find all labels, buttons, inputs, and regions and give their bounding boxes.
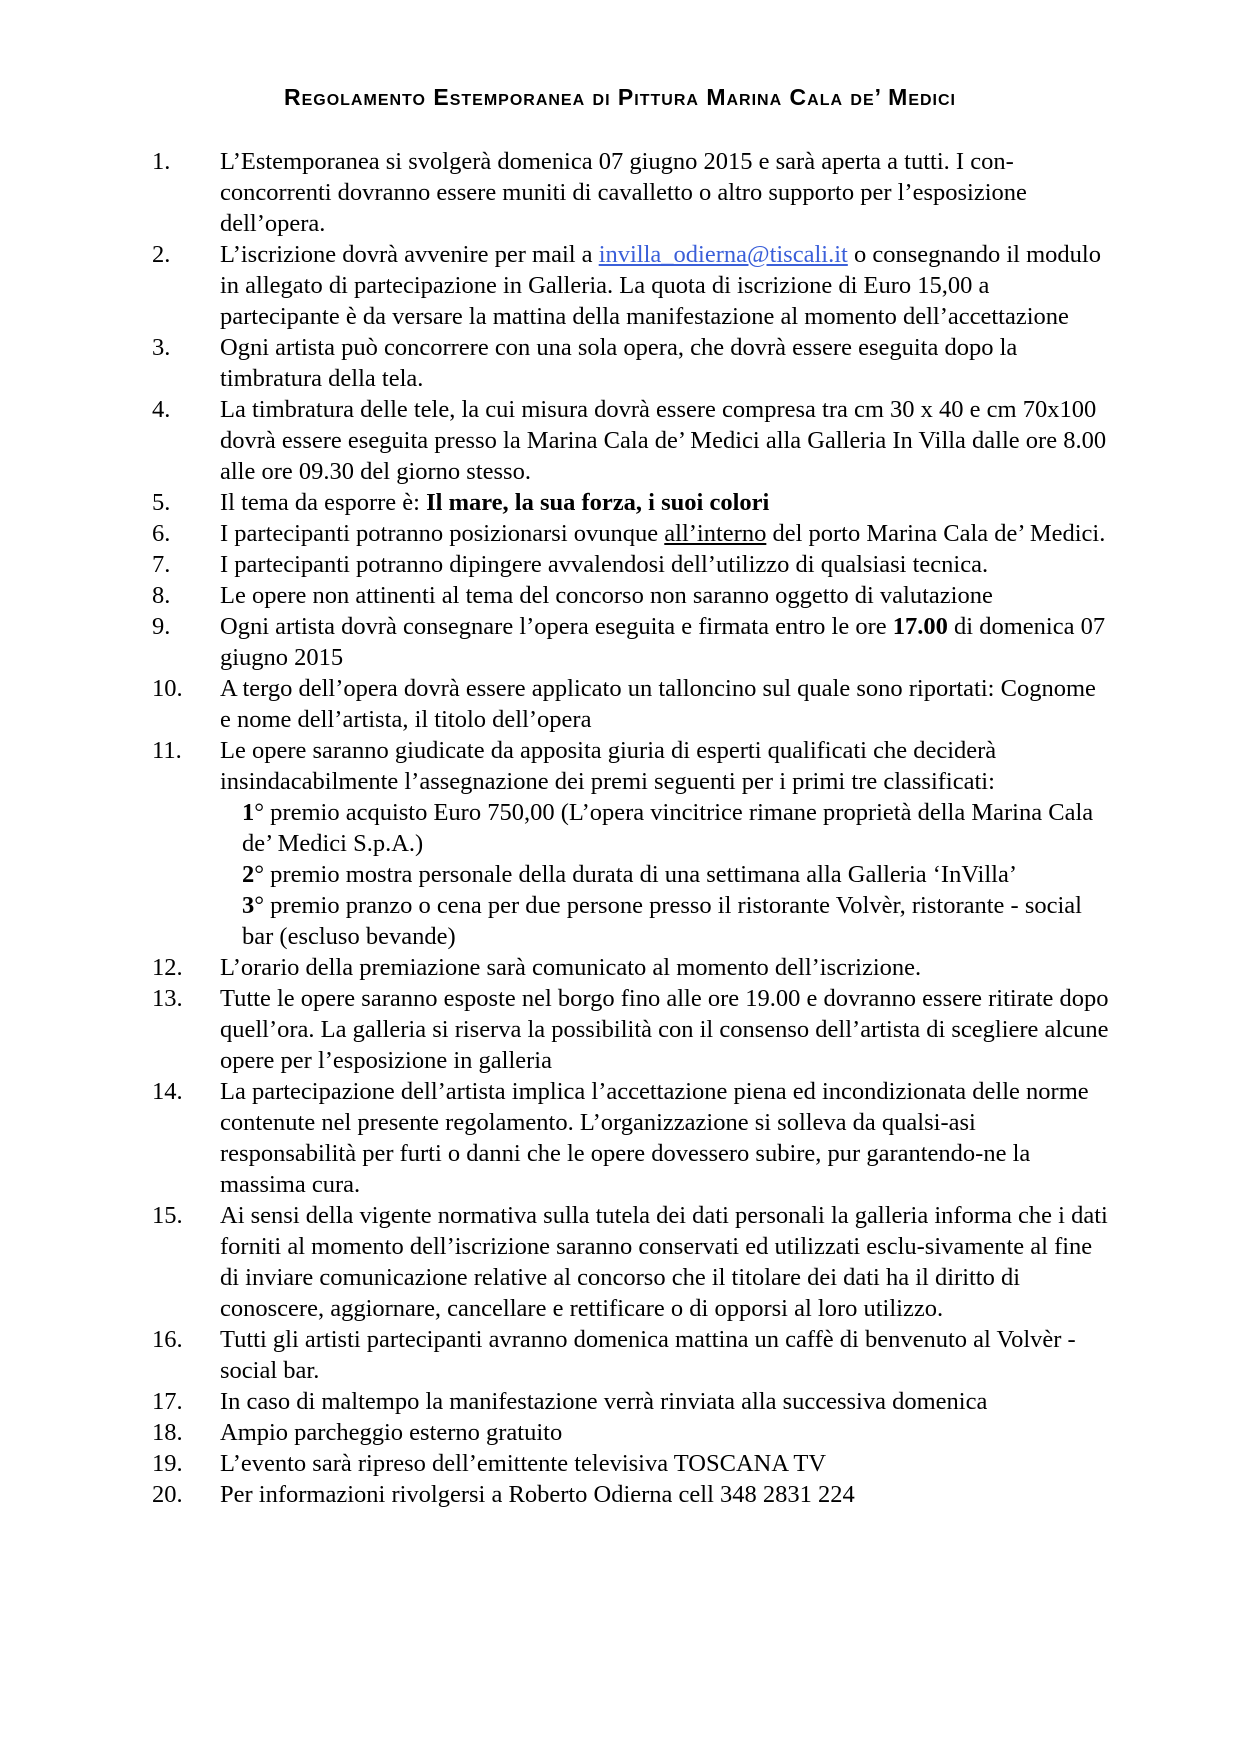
rule-text: Le opere saranno giudicate da apposita giuria di esperti qualificati che deciderà insindacabilmente l’assegnazione dei premi seguenti per i primi tre classificati:: [220, 737, 997, 795]
rule-text: L’evento sarà ripreso dell’emittente televisiva TOSCANA TV: [220, 1450, 827, 1477]
rule-text: L’iscrizione dovrà avvenire per mail a: [220, 241, 599, 268]
rule-number: 17.: [152, 1388, 183, 1415]
rule-item: [152, 394, 1112, 487]
rule-item: [152, 1076, 1112, 1200]
rule-item: [152, 673, 1112, 735]
rule-item: [152, 952, 1112, 983]
rule-text: La timbratura delle tele, la cui misura dovrà essere compresa tra cm 30 x 40 e cm 70x100 dovrà essere eseguita presso la Marina Cala de’ Medici alla Galleria In Villa dalle ore 8.00 alle ore 09.30 del giorno stesso.: [220, 396, 1107, 485]
prize-text: ° premio pranzo o cena per due persone presso il ristorante Volvèr, ristorante - social bar (escluso bevande): [242, 892, 1082, 950]
prize-rank: 2: [242, 861, 255, 888]
rule-underlined: all’interno: [664, 520, 767, 547]
rule-text: Ogni artista può concorrere con una sola opera, che dovrà essere eseguita dopo la timbratura della tela.: [220, 334, 1018, 392]
rule-text: In caso di maltempo la manifestazione verrà rinviata alla successiva domenica: [220, 1388, 988, 1415]
rule-emphasis: Il mare, la sua forza, i suoi colori: [426, 489, 770, 516]
rule-number: 4.: [152, 396, 171, 423]
rule-item: [152, 487, 1112, 518]
prize-line: [220, 890, 1112, 952]
rule-number: 13.: [152, 985, 183, 1012]
rule-text: I partecipanti potranno dipingere avvalendosi dell’utilizzo di qualsiasi tecnica.: [220, 551, 989, 578]
rule-item: [152, 1479, 1112, 1510]
rule-text: di domenica 07 giugno 2015: [220, 613, 1106, 671]
rule-text: o consegnando il modulo in allegato di partecipazione in Galleria. La quota di iscrizione di Euro 15,00 a partecipante è da versare la mattina della manifestazione al momento dell’accettazione: [220, 241, 1101, 330]
rule-item: [152, 1417, 1112, 1448]
rule-text: L’orario della premiazione sarà comunicato al momento dell’iscrizione.: [220, 954, 922, 981]
rule-text: Ampio parcheggio esterno gratuito: [220, 1419, 563, 1446]
rule-number: 16.: [152, 1326, 183, 1353]
rule-text: del porto Marina Cala de’ Medici.: [766, 520, 1106, 547]
rule-item: [152, 611, 1112, 673]
rule-item: [152, 580, 1112, 611]
rule-number: 10.: [152, 675, 183, 702]
rule-number: 11.: [152, 737, 182, 764]
rule-number: 14.: [152, 1078, 183, 1105]
rule-item: [152, 146, 1112, 239]
rule-number: 20.: [152, 1481, 183, 1508]
rule-number: 15.: [152, 1202, 183, 1229]
rule-number: 2.: [152, 241, 171, 268]
rule-number: 8.: [152, 582, 171, 609]
rule-text: La partecipazione dell’artista implica l’accettazione piena ed incondizionata delle norme contenute nel presente regolamento. L’organizzazione si solleva da qualsi-asi responsabilità per furti o danni che le opere dovessero subire, pur garantendo-ne la massima cura.: [220, 1078, 1089, 1198]
rule-item: [152, 735, 1112, 952]
rule-text: Tutte le opere saranno esposte nel borgo fino alle ore 19.00 e dovranno essere ritirate dopo quell’ora. La galleria si riserva la possibilità con il consenso dell’artista di scegliere alcune opere per l’esposizione in galleria: [220, 985, 1109, 1074]
prize-line: [220, 859, 1112, 890]
rules-list: [152, 146, 1112, 1510]
prize-line: [220, 797, 1112, 859]
document-title: Regolamento Estemporanea di Pittura Marina Cala de’ Medici: [283, 84, 956, 110]
prize-rank: 1: [242, 799, 255, 826]
prize-rank: 3: [242, 892, 255, 919]
rule-item: [152, 1324, 1112, 1386]
rule-item: [152, 239, 1112, 332]
rule-text: Il tema da esporre è:: [220, 489, 427, 516]
rule-text: Ai sensi della vigente normativa sulla tutela dei dati personali la galleria informa che i dati forniti al momento dell’iscrizione saranno conservati ed utilizzati esclu-sivamente al fine di inviare comunicazione relative al concorso che il titolare dei dati ha il diritto di conoscere, aggiornare, cancellare e rettificare o di opporsi al loro utilizzo.: [220, 1202, 1108, 1322]
rule-number: 7.: [152, 551, 171, 578]
rule-item: [152, 1386, 1112, 1417]
rule-number: 9.: [152, 613, 171, 640]
rule-text: Tutti gli artisti partecipanti avranno domenica mattina un caffè di benvenuto al Volvèr - social bar.: [220, 1326, 1076, 1384]
rule-text: L’Estemporanea si svolgerà domenica 07 giugno 2015 e sarà aperta a tutti. I con-concorrenti dovranno essere muniti di cavalletto o altro supporto per l’esposizione dell’opera.: [220, 148, 1027, 237]
prize-text: ° premio mostra personale della durata di una settimana alla Galleria ‘InVilla’: [254, 861, 1018, 888]
rule-text: I partecipanti potranno posizionarsi ovunque: [220, 520, 665, 547]
rule-item: [152, 1448, 1112, 1479]
rule-item: [152, 332, 1112, 394]
rule-item: [152, 549, 1112, 580]
rule-number: 6.: [152, 520, 171, 547]
rule-number: 3.: [152, 334, 171, 361]
rule-item: [152, 1200, 1112, 1324]
rule-text: Per informazioni rivolgersi a Roberto Odierna cell 348 2831 224: [220, 1481, 855, 1508]
rule-item: [152, 983, 1112, 1076]
rule-emphasis: 17.00: [892, 613, 948, 640]
rule-number: 5.: [152, 489, 171, 516]
rule-number: 18.: [152, 1419, 183, 1446]
rule-item: [152, 518, 1112, 549]
rule-text: A tergo dell’opera dovrà essere applicato un talloncino sul quale sono riportati: Cognome e nome dell’artista, il titolo dell’opera: [220, 675, 1096, 733]
rule-text: Le opere non attinenti al tema del concorso non saranno oggetto di valutazione: [220, 582, 993, 609]
rule-number: 12.: [152, 954, 183, 981]
prize-text: ° premio acquisto Euro 750,00 (L’opera vincitrice rimane proprietà della Marina Cala de’ Medici S.p.A.): [242, 799, 1094, 857]
rule-number: 19.: [152, 1450, 183, 1477]
email-link[interactable]: invilla_odierna@tiscali.it: [598, 241, 848, 268]
rule-text: Ogni artista dovrà consegnare l’opera eseguita e firmata entro le ore: [220, 613, 893, 640]
rule-number: 1.: [152, 148, 171, 175]
